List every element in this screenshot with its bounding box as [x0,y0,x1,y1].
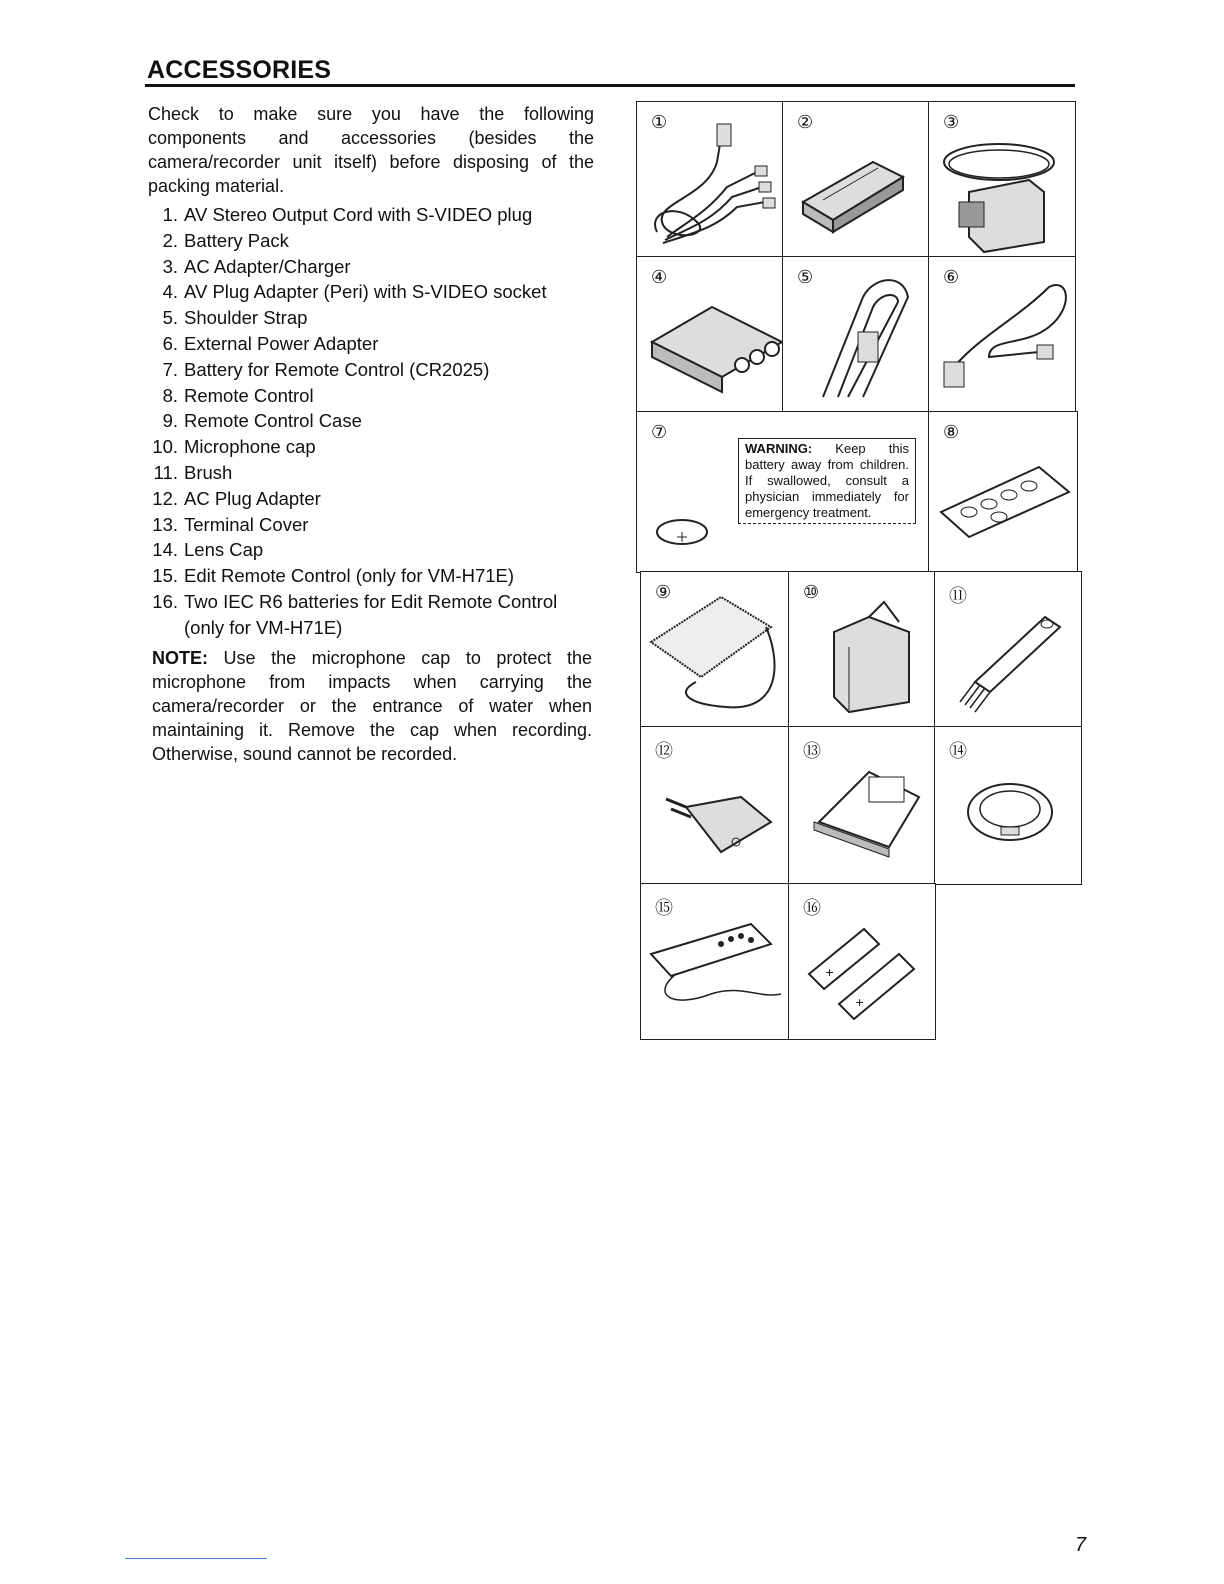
batteries-icon [789,884,935,1039]
heading-rule [145,84,1075,87]
footer-line [125,1558,267,1559]
list-item: 3. AC Adapter/Charger [162,255,351,277]
figure-cell [788,883,936,1040]
figure-cell [782,256,930,413]
figure-number: ⑨ [655,582,672,603]
note-label: NOTE: [152,648,208,668]
list-item: 8. Remote Control [162,384,314,406]
figure-cell [640,726,790,885]
figure-number: ⑦ [651,422,668,443]
coin-battery-icon [637,412,737,572]
list-item: 1. AV Stereo Output Cord with S-VIDEO plug [162,204,533,225]
brush-icon [935,572,1081,727]
note-text: Use the microphone cap to protect the microphone from impacts when carrying the camera/recorder or the entrance of water when maintaining it. Remove the cap when recording. Otherwise, sound cannot be recorded. [152,648,592,764]
figure-number: ⑫ [655,741,673,762]
warning-text: Keep this battery away from children. If swallowed, consult a physician immediately for emergency treatment. [745,441,909,520]
list-item: 4. AV Plug Adapter (Peri) with S-VIDEO socket [162,281,547,303]
lens-cap-icon [935,727,1081,884]
list-item: 13. Terminal Cover [152,513,309,535]
plug-adapter-icon [641,727,789,884]
list-item: 16. Two IEC R6 batteries for Edit Remote Control (only for VM-H71E) [152,590,558,638]
figure-number: ⑯ [803,898,821,919]
figure-cell [928,411,1078,573]
list-item: 14. Lens Cap [152,539,264,561]
figure-cell [640,883,790,1040]
shoulder-strap-icon [783,257,929,412]
figure-cell [788,726,936,885]
figure-cell [636,101,784,258]
list-item: 7. Battery for Remote Control (CR2025) [162,358,490,380]
remote-control-icon [929,412,1077,572]
figure-number: ⑩ [803,582,820,603]
figure-cell [636,256,784,413]
figure-cell [934,571,1082,728]
terminal-cover-icon [789,727,935,884]
figure-number: ④ [651,267,668,288]
figure-cell [928,101,1076,258]
figure-number: ② [797,112,814,133]
remote-case-icon [641,572,789,727]
edit-remote-icon [641,884,789,1039]
list-item: 2. Battery Pack [162,229,289,251]
figure-cell [934,726,1082,885]
figure-number: ⑪ [949,586,967,607]
list-item: 11. Brush [153,461,233,483]
figure-number: ⑧ [943,422,960,443]
list-item: 12. AC Plug Adapter [152,487,321,509]
figure-cell [640,571,790,728]
svg-text:+: + [855,996,865,1009]
figure-number: ⑬ [803,741,821,762]
peri-adapter-icon [637,257,783,412]
list-item: 9. Remote Control Case [162,410,362,432]
list-item: 10. Microphone cap [152,436,316,458]
figure-cell [928,256,1076,413]
svg-text:+: + [825,966,835,979]
power-adapter-icon [929,257,1075,412]
ac-adapter-icon [929,102,1075,257]
figure-number: ① [651,112,668,133]
figure-number: ⑥ [943,267,960,288]
figure-number: ⑭ [949,741,967,762]
warning-label: WARNING: [745,441,813,456]
figure-cell [788,571,936,728]
list-item: 6. External Power Adapter [162,332,379,354]
list-item: 15. Edit Remote Control (only for VM-H71E) [152,565,515,587]
microphone-cap-icon [789,572,935,727]
list-item: 5. Shoulder Strap [162,307,308,329]
intro-paragraph: Check to make sure you have the following components and accessories (besides the camera/recorder unit itself) before disposing of the packing material. [148,104,594,196]
battery-pack-icon [783,102,929,257]
av-cord-icon [637,102,783,257]
figure-cell [782,101,930,258]
figure-number: ⑤ [797,267,814,288]
page-number: 7 [1075,1534,1087,1556]
accessory-list [148,202,598,641]
figure-number: ⑮ [655,898,673,919]
warning-box [738,438,916,524]
note-paragraph [152,646,592,766]
page-title: ACCESSORIES [147,56,332,84]
figure-number: ③ [943,112,960,133]
